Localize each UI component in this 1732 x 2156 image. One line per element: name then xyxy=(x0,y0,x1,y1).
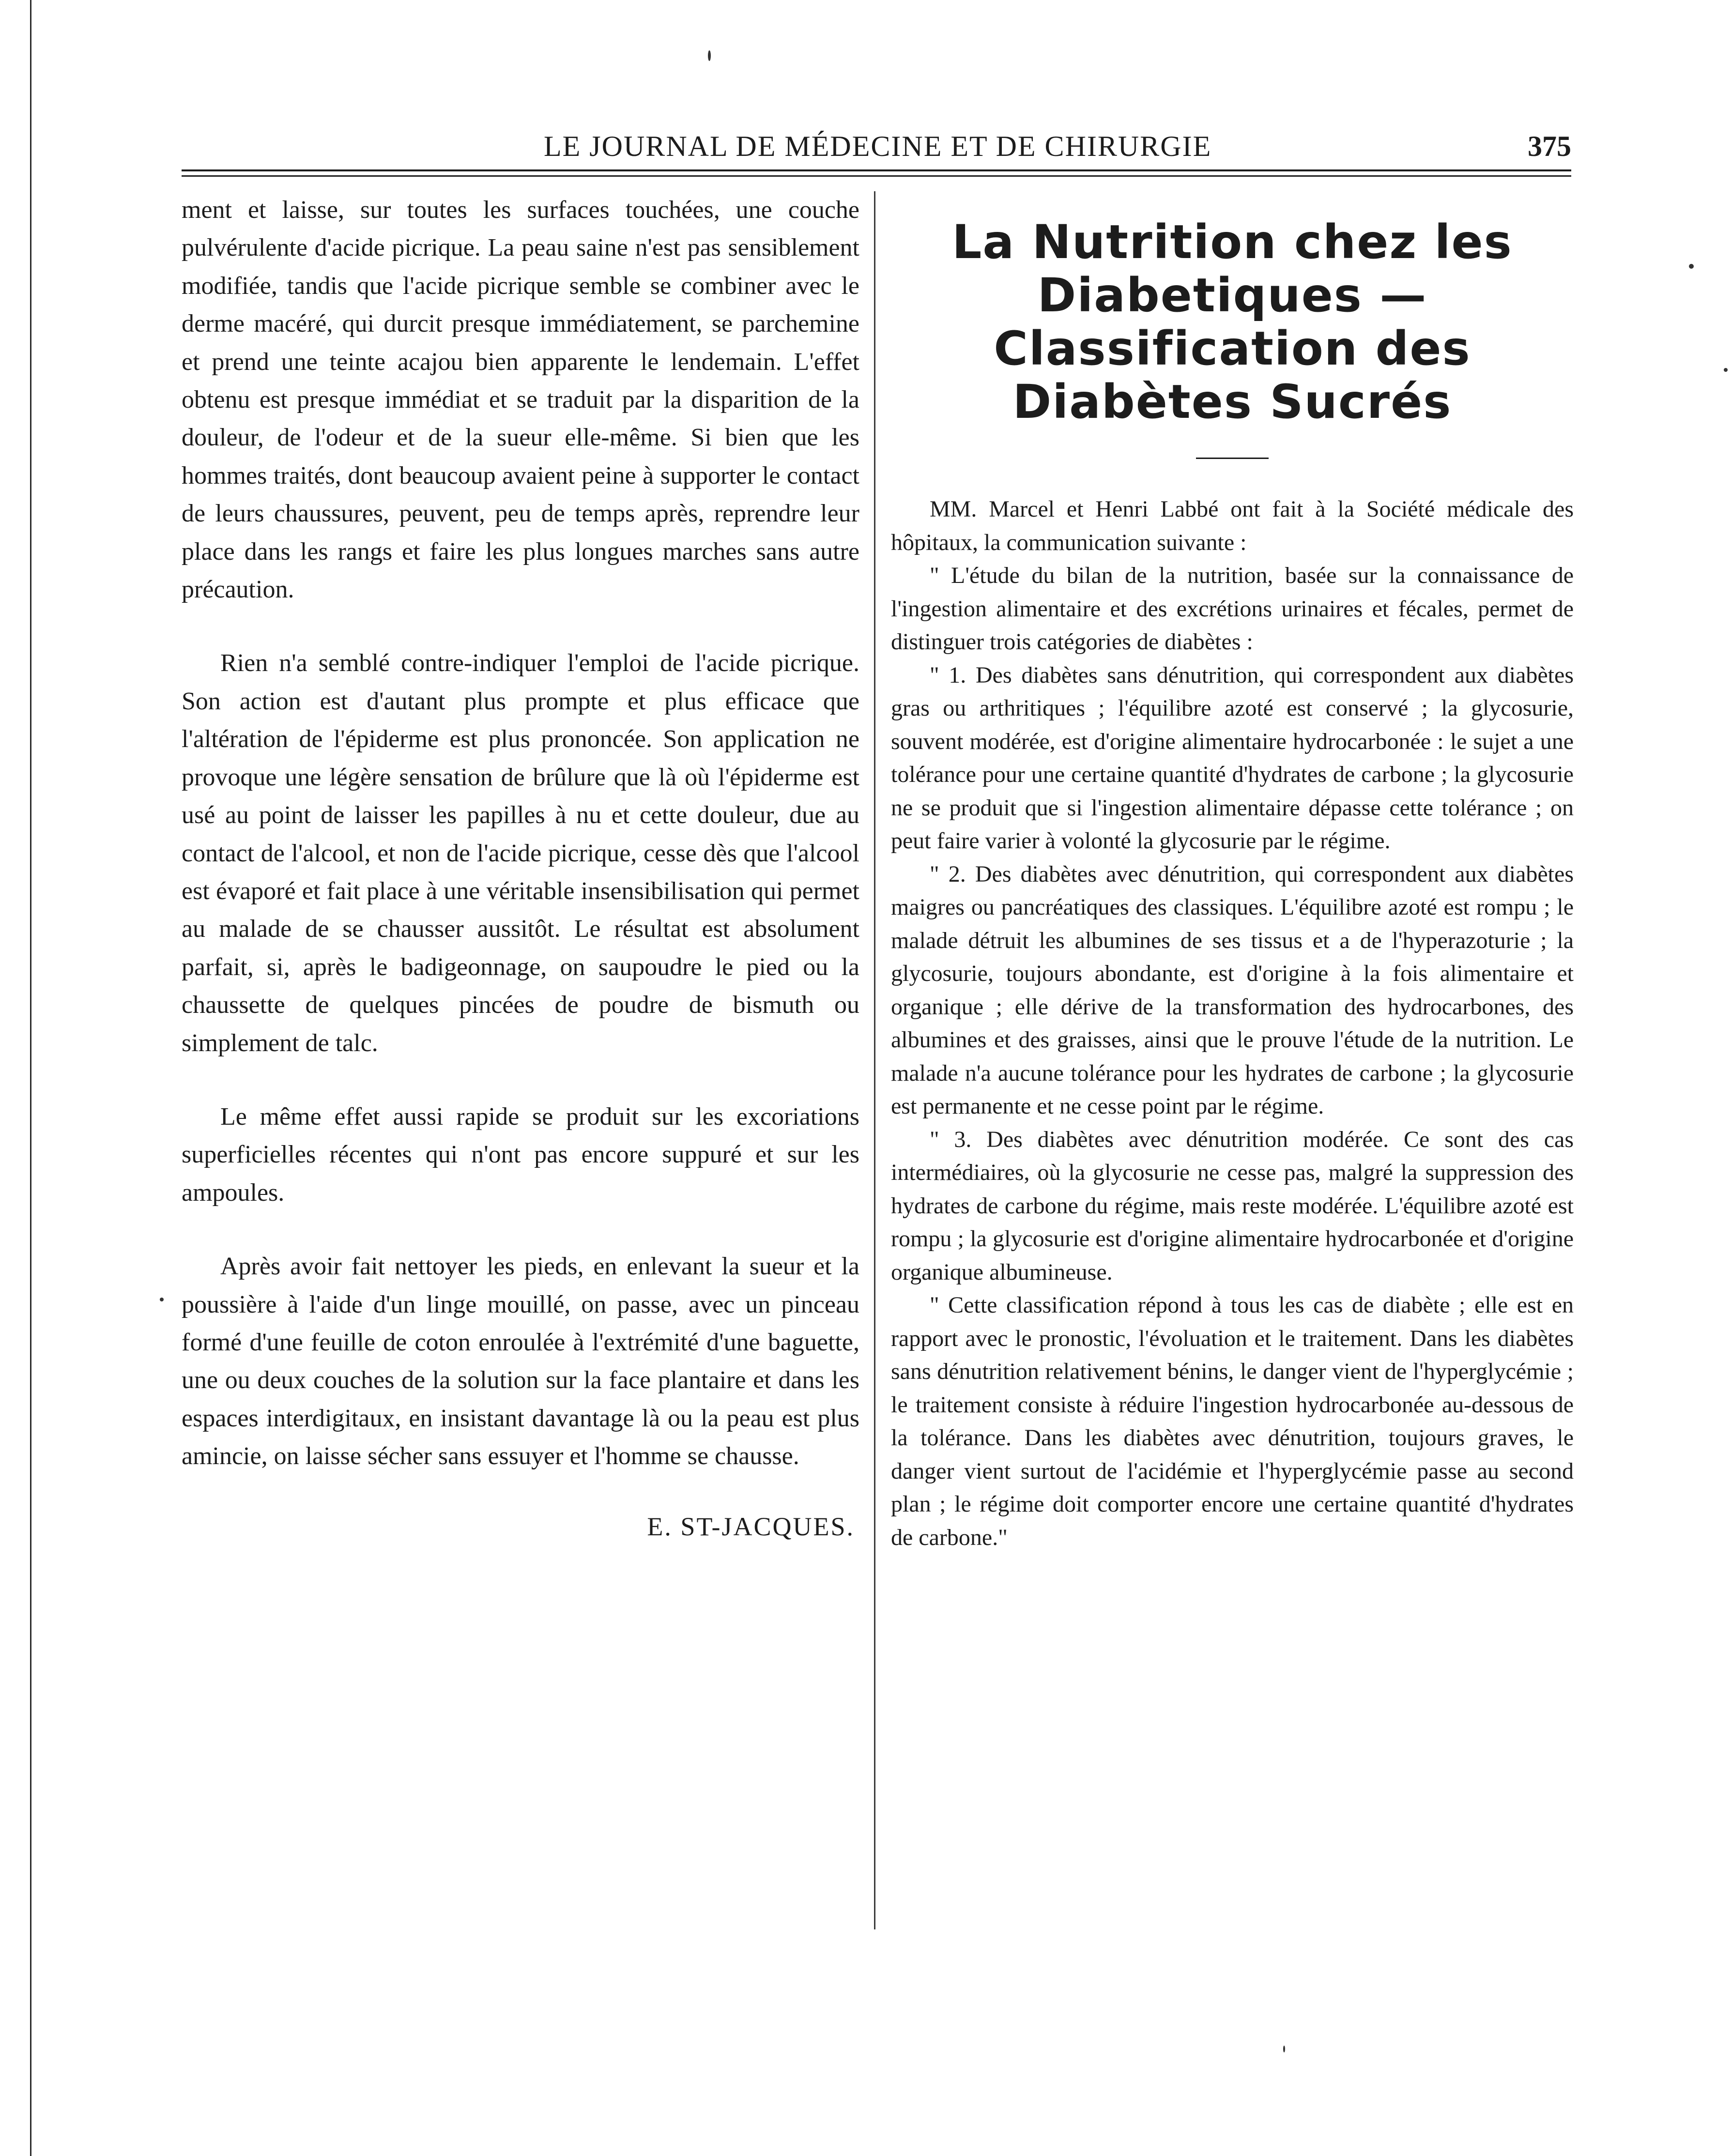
header-rule-bottom xyxy=(182,175,1571,177)
left-paragraph-1: ment et laisse, sur toutes les surfaces touchées, une couche pulvérulente d'acide picrique. La peau saine n'est pas sensiblement modifiée, tandis que l'acide picrique semble se combiner avec le derme macéré, qui durcit presque immédiatement, se parchemine et prend une teinte acajou bien apparente le lendemain. L'effet obtenu est presque immédiat et se traduit par la disparition de la douleur, de l'odeur et de la sueur elle-même. Si bien que les hommes traités, dont beaucoup avaient peine à supporter le contact de leurs chaussures, peuvent, peu de temps après, reprendre leur place dans les rangs et faire les plus longues marches sans autre précaution. xyxy=(182,196,859,604)
scan-speck xyxy=(160,1298,164,1301)
right-paragraph-3: " 1. Des diabètes sans dénutrition, qui correspondent aux diabètes gras ou arthritiques ; l'équilibre azoté est conservé ; la glycosurie, souvent modérée, est d'origine alimentaire hydrocarbonée : le sujet a une tolérance pour une certaine quantité d'hydrates de carbone ; la glycosurie ne se produit que si l'ingestion alimentaire dépasse cette tolérance ; on peut faire varier à volonté la glycosurie par le régime. xyxy=(891,662,1574,854)
scan-edge-line xyxy=(30,0,31,2156)
right-paragraph-intro: MM. Marcel et Henri Labbé ont fait à la Société médicale des hôpitaux, la communication suivante : xyxy=(891,496,1574,555)
article-title: La Nutrition chez les Diabetiques — Classification des Diabètes Sucrés xyxy=(952,215,1513,429)
right-column xyxy=(891,215,1574,1554)
page-number: 375 xyxy=(1528,130,1571,162)
title-rule xyxy=(1196,458,1269,459)
right-paragraph-4: " 2. Des diabètes avec dénutrition, qui correspondent aux diabètes maigres ou pancréatiques des classiques. L'équilibre azoté est rompu ; le malade détruit les albumines de ses tissus et a de l'hyperazoturie ; la glycosurie, toujours abondante, est d'origine à la fois alimentaire et organique ; elle dérive de la transformation des hydrocarbones, des albumines et des graisses, ainsi que le prouve l'étude de la nutrition. Le malade n'a aucune tolérance pour les hydrates de carbone ; la glycosurie est permanente et ne cesse point par le régime. xyxy=(891,861,1574,1119)
left-paragraph-3: Le même effet aussi rapide se produit sur les excoriations superficielles récentes qui n'ont pas encore suppuré et sur les ampoules. xyxy=(182,1102,859,1207)
left-column xyxy=(182,191,859,1542)
left-paragraph-2: Rien n'a semblé contre-indiquer l'emploi de l'acide picrique. Son action est d'autant plus prompte et plus efficace que l'altération de l'épiderme est plus prononcée. Son application ne provoque une légère sensation de brûlure que là où l'épiderme est usé au point de laisser les papilles à nu et cette douleur, due au contact de l'alcool, et non de l'acide picrique, cesse dès que l'alcool est évaporé et fait place à une véritable insensibilisation qui permet au malade de se chausser aussitôt. Le résultat est absolument parfait, si, après le badigeonnage, on saupoudre le pied ou la chaussette de quelques pincées de poudre de bismuth ou simplement de talc. xyxy=(182,649,859,1057)
scan-speck xyxy=(1724,368,1728,372)
left-paragraph-4: Après avoir fait nettoyer les pieds, en enlevant la sueur et la poussière à l'aide d'un linge mouillé, on passe, avec un pinceau formé d'une feuille de coton enroulée à l'extrémité d'une baguette, une ou deux couches de la solution sur la face plantaire et dans les espaces interdigitaux, en insistant davantage là ou la peau est plus amincie, on laisse sécher sans essuyer et l'homme se chausse. xyxy=(182,1253,859,1470)
right-paragraph-2: " L'étude du bilan de la nutrition, basée sur la connaissance de l'ingestion alimentaire et des excrétions urinaires et fécales, permet de distinguer trois catégories de diabètes : xyxy=(891,563,1574,655)
author-signature: E. ST-JACQUES. xyxy=(647,1512,855,1541)
header-rule-top xyxy=(182,169,1571,171)
right-paragraph-5: " 3. Des diabètes avec dénutrition modérée. Ce sont des cas intermédiaires, où la glycosurie ne cesse pas, malgré la suppression des hydrates de carbone du régime, mais reste modérée. L'équilibre azoté est rompu ; la glycosurie est d'origine alimentaire hydrocarbonée et d'origine organique albumineuse. xyxy=(891,1126,1574,1285)
scan-speck xyxy=(1689,264,1694,269)
scan-speck xyxy=(1283,2046,1285,2052)
right-paragraph-6: " Cette classification répond à tous les cas de diabète ; elle est en rapport avec le pronostic, l'évoluation et le traitement. Dans les diabètes sans dénutrition relativement bénins, le danger vient de l'hyperglycémie ; le traitement consiste à réduire l'ingestion hydrocarbonée au-dessous de la tolérance. Dans les diabètes avec dénutrition, toujours graves, le danger vient surtout de l'acidémie et l'hyperglycémie passe au second plan ; le régime doit comporter encore une certaine quantité d'hydrates de carbone." xyxy=(891,1292,1574,1550)
journal-title: LE JOURNAL DE MÉDECINE ET DE CHIRURGIE xyxy=(544,130,1212,162)
scan-speck xyxy=(708,50,711,61)
running-header xyxy=(182,130,1571,168)
column-divider xyxy=(874,191,875,1929)
